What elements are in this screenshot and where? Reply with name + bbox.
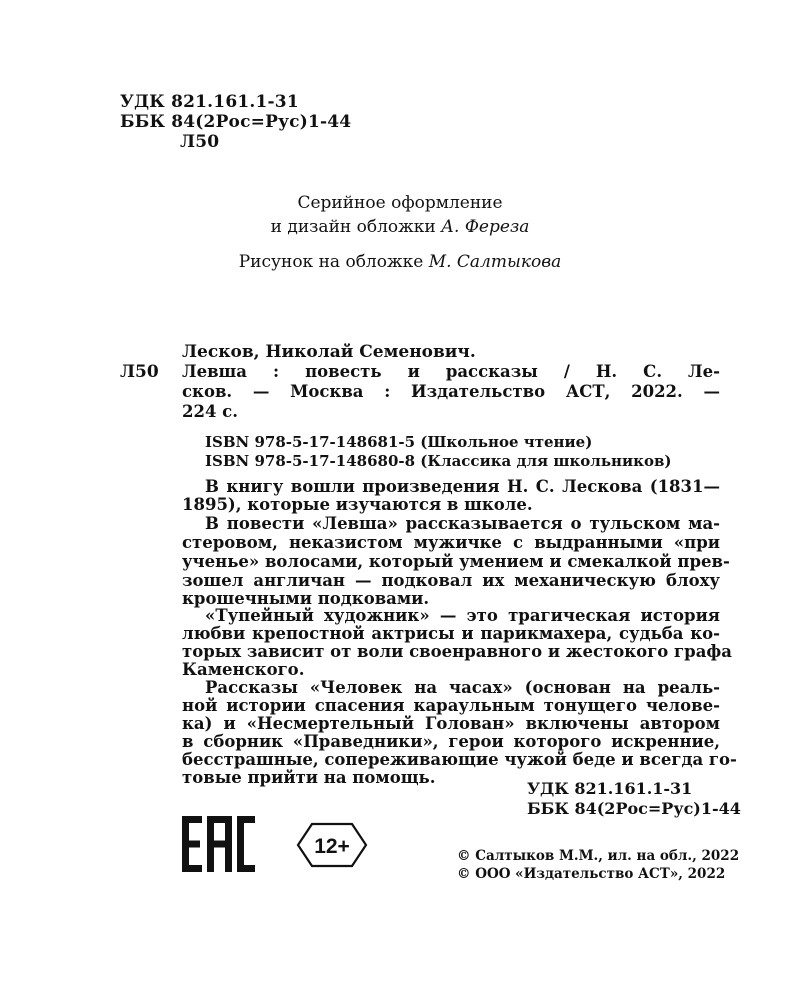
biblio-pages: 224 с.: [182, 402, 238, 421]
annotation-line: в сборник «Праведники», герои которого искренние,: [182, 732, 720, 751]
cover-design-line: [0, 217, 800, 237]
annotation-line: ной истории спасения караульным тонущего челове-: [182, 696, 720, 715]
copyright-publisher: © ООО «Издательство АСТ», 2022: [457, 866, 726, 882]
annotation-line: ка) и «Несмертельный Голован» включены автором: [182, 714, 720, 733]
annotation-line: 1895), которые изучаются в школе.: [182, 495, 533, 514]
annotation-line: торых зависит от воли своенравного и жестокого графа: [182, 642, 732, 661]
annotation-line: В книгу вошли произведения Н. С. Лескова (1831—: [205, 477, 720, 496]
copyright-illustrator: © Салтыков М.М., ил. на обл., 2022: [457, 848, 740, 864]
annotation-line: «Тупейный художник» — это трагическая история: [205, 606, 720, 625]
isbn-1: ISBN 978-5-17-148681-5 (Школьное чтение): [205, 433, 593, 451]
biblio-title-line-1: Левша : повесть и рассказы / Н. С. Ле-: [182, 362, 720, 381]
annotation-line: Рассказы «Человек на часах» (основан на реаль-: [205, 678, 720, 697]
isbn-2: ISBN 978-5-17-148680-8 (Классика для школьников): [205, 452, 672, 470]
eac-mark-icon: [180, 816, 256, 872]
annotation-line: крошечными подковами.: [182, 589, 430, 608]
annotation-line: бесстрашные, сопереживающие чужой беде и всегда го-: [182, 750, 737, 769]
annotation-line: товые прийти на помощь.: [182, 768, 436, 787]
age-rating-badge: [296, 822, 368, 868]
footer-udk-code: УДК 821.161.1-31: [527, 779, 693, 798]
cover-designer-name: А. Фереза: [441, 217, 530, 237]
cover-illustration-line: [0, 252, 800, 272]
cover-design-label: и дизайн обложки: [270, 217, 442, 237]
footer-bbk-code: ББК 84(2Рос=Рус)1-44: [527, 799, 741, 818]
udk-code: УДК 821.161.1-31: [120, 92, 299, 112]
cover-illustrator-name: М. Салтыкова: [428, 252, 562, 272]
series-design-line: Серийное оформление: [297, 193, 503, 213]
annotation-line: ученье» волосами, который умением и смекалкой прев-: [182, 552, 730, 571]
annotation-line: Каменского.: [182, 660, 305, 679]
annotation-line: стеровом, неказистом мужичке с выдранными «при: [182, 533, 720, 552]
biblio-left-code: Л50: [120, 362, 159, 382]
biblio-title-line-2: сков. — Москва : Издательство АСТ, 2022. —: [182, 382, 720, 401]
annotation-line: В повести «Левша» рассказывается о тульском ма-: [205, 514, 720, 533]
annotation-line: зошел англичан — подковал их механическую блоху: [182, 571, 720, 590]
annotation-line: любви крепостной актрисы и парикмахера, судьба ко-: [182, 624, 720, 643]
author-heading: Лесков, Николай Семенович.: [182, 342, 476, 362]
author-sign-code: Л50: [180, 132, 220, 152]
age-rating-text: 12+: [314, 835, 350, 858]
bbk-code: ББК 84(2Рос=Рус)1-44: [120, 112, 352, 132]
cover-illustration-label: Рисунок на обложке: [238, 252, 429, 272]
